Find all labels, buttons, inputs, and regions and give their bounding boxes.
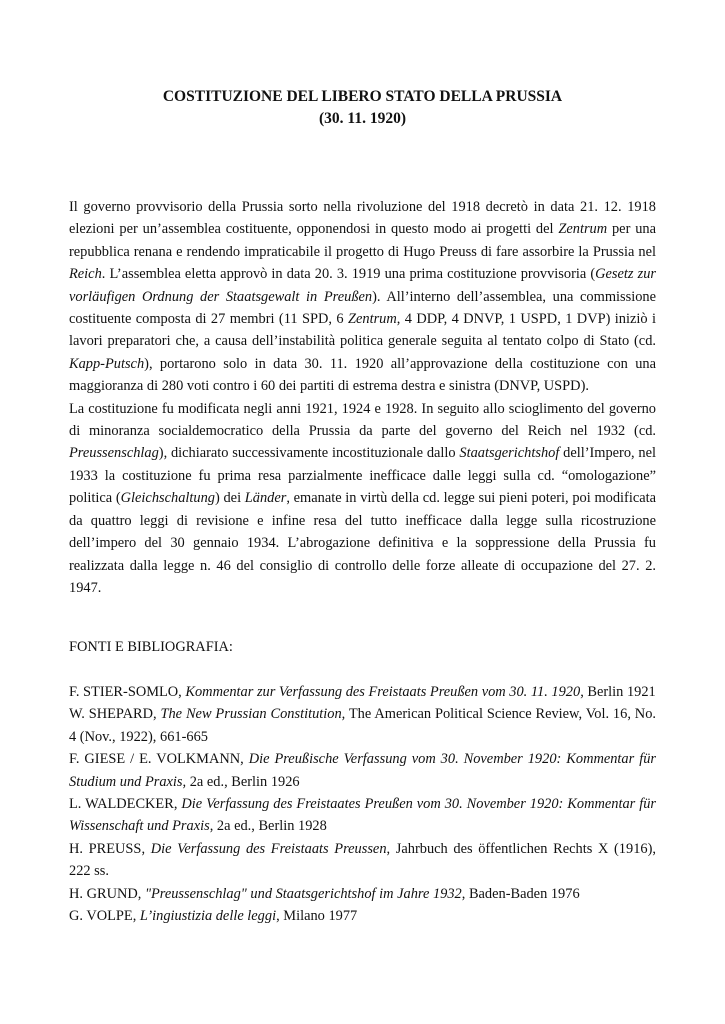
entry-author: F. GIESE / E. VOLKMANN, xyxy=(69,751,249,768)
entry-title: Kommentar zur Verfassung des Freistaats Preußen vom 30. 11. 1920 xyxy=(185,684,581,700)
text-run: Il governo provvisorio della Prussia sorto nella rivoluzione del 1918 decretò in data 21. 12. 1918 elezioni per un’assemblea costituente, opponendosi in questo modo ai progetti del xyxy=(69,199,656,238)
entry-details: The American Political Science Review, Vol. 16, No. 4 (Nov., 1922), 661-665 xyxy=(69,706,656,745)
italic-term: Staatsgerichtshof xyxy=(459,445,560,462)
entry-details: , Jahrbuch des öffentlichen Rechts X (1916), 222 ss. xyxy=(69,840,656,880)
bibliography-entry xyxy=(69,703,656,748)
text-run: ), dichiarato successivamente incostituzionale dallo xyxy=(158,445,460,462)
italic-term: Preussenschlag xyxy=(69,445,159,462)
document-date: (30. 11. 1920) xyxy=(319,110,406,127)
entry-author: H. GRUND, xyxy=(69,885,145,902)
entry-details: , Berlin 1921 xyxy=(580,684,656,700)
body-text xyxy=(69,196,656,599)
entry-details: , Baden-Baden 1976 xyxy=(461,885,580,902)
entry-author: L. WALDECKER, xyxy=(69,796,182,813)
italic-term: Reich xyxy=(69,266,102,283)
italic-term: Zentrum xyxy=(347,311,397,328)
italic-term: Kapp-Putsch xyxy=(69,355,145,372)
text-run: per una repubblica renana e rendendo impraticabile il progetto di Hugo Preuss di fare assorbire la Prussia nel xyxy=(69,221,656,260)
entry-title: The New Prussian Constitution, xyxy=(160,706,346,723)
entry-title: "Preussenschlag" und Staatsgerichtshof im Jahre 1932 xyxy=(144,885,462,902)
bibliography-entry xyxy=(69,793,656,838)
bibliography-entry xyxy=(69,905,656,927)
entry-author: W. SHEPARD, xyxy=(69,706,161,723)
bibliography-entry xyxy=(69,838,656,883)
text-run: ), portarono solo in data 30. 11. 1920 all’approvazione della costituzione con una maggioranza di 280 voti contro i 60 dei partiti di estrema destra e sinistra (DNVP, USPD). xyxy=(69,355,656,395)
entry-details: , Milano 1977 xyxy=(276,908,358,925)
bibliography-list xyxy=(69,681,656,927)
entry-details: , 2a ed., Berlin 1928 xyxy=(209,818,327,835)
text-run: dell’Impero, nel 1933 la costituzione fu prima resa parzialmente inefficace dalle leggi sulla cd. “omologazione” politica ( xyxy=(69,445,657,507)
sources-heading: FONTI E BIBLIOGRAFIA: xyxy=(69,639,233,655)
text-run: . L’assemblea eletta approvò in data 20. 3. 1919 una prima costituzione provvisoria ( xyxy=(101,266,596,283)
entry-title: L’ingiustizia delle leggi xyxy=(139,908,277,925)
entry-title: Die Preußische Verfassung vom 30. November 1920: Kommentar für Studium und Praxis, xyxy=(69,751,656,790)
text-run: La costituzione fu modificata negli anni 1921, 1924 e 1928. In seguito allo scioglimento del governo di minoranza socialdemocratico della Prussia da parte del governo del Reich nel 1932 (cd. xyxy=(69,400,656,440)
entry-title: Die Verfassung des Freistaats Preussen xyxy=(150,840,387,857)
entry-author: G. VOLPE, xyxy=(69,908,140,925)
bibliography-entry xyxy=(69,681,656,703)
bibliography-entry xyxy=(69,748,656,793)
italic-term: Länder xyxy=(244,490,287,507)
italic-term: Gesetz zur vorläufigen Ordnung der Staatsgewalt in Preußen xyxy=(69,266,656,305)
text-run: ). All’interno dell’assemblea, una commissione costituente composta di 27 membri (11 SPD, 6 xyxy=(69,288,656,328)
text-run: , emanate in virtù della cd. legge sui pieni poteri, poi modificata da quattro leggi di revisione e infine resa del tutto inefficace dalla legge sulla ricostruzione dell’impero del 30 gennaio 1934. L’abrogazione definitiva e la soppressione della Prussia fu realizzata dalla legge n. 46 del consiglio di controllo delle forze alleate di occupazione del 27. 2. 1947. xyxy=(69,490,656,596)
italic-term: Zentrum xyxy=(558,221,608,238)
text-run: , 4 DDP, 4 DNVP, 1 USPD, 1 DVP) iniziò i lavori preparatori che, a causa dell’instabilità politica generale seguita al tentato colpo di Stato (cd. xyxy=(69,311,656,350)
paragraph-amendments xyxy=(69,398,656,600)
entry-author: H. PREUSS, xyxy=(69,840,151,857)
paragraph-history xyxy=(69,196,656,398)
document-title: COSTITUZIONE DEL LIBERO STATO DELLA PRUSSIA xyxy=(162,88,563,105)
bibliography-entry xyxy=(69,883,656,905)
text-run: ) dei xyxy=(214,490,245,507)
entry-title: Die Verfassung des Freistaates Preußen vom 30. November 1920: Kommentar für Wissenschaft und Praxis xyxy=(69,796,656,835)
italic-term: Gleichschaltung xyxy=(120,490,215,507)
entry-author: F. STIER-SOMLO, xyxy=(69,684,186,700)
entry-details: 2a ed., Berlin 1926 xyxy=(186,773,300,790)
